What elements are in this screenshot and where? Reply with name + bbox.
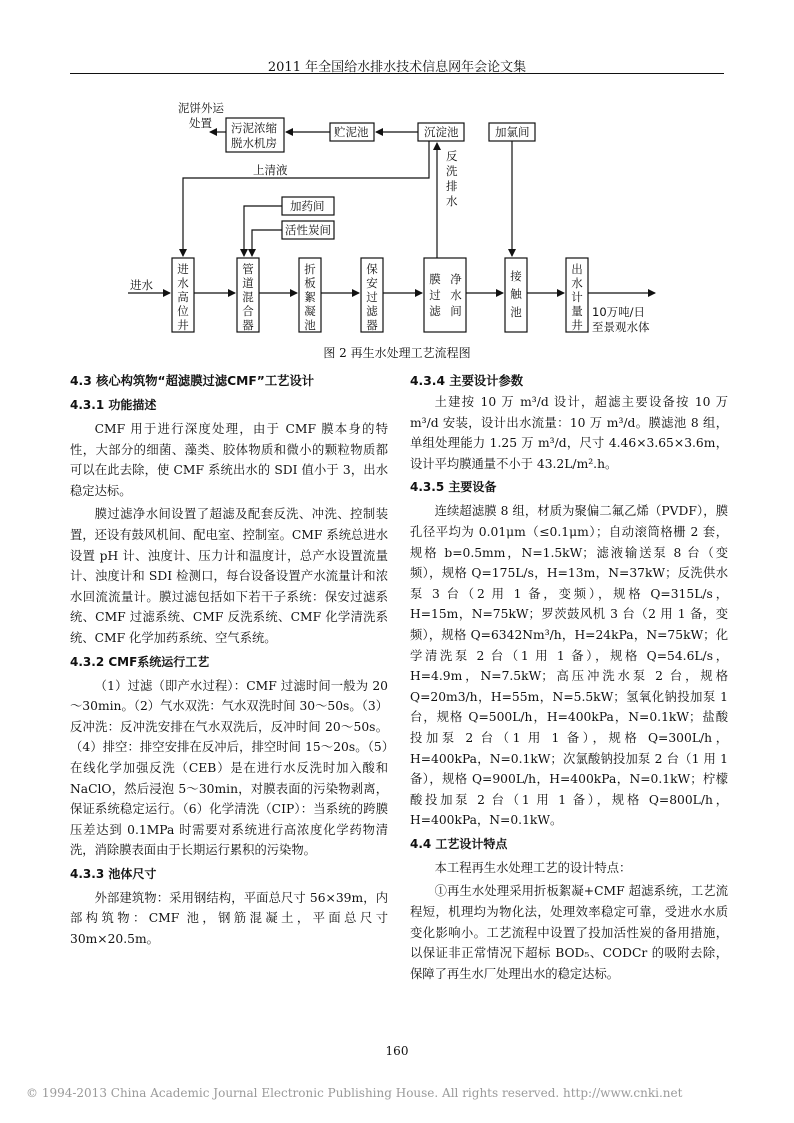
label-dosing-room: 加药间 bbox=[290, 199, 325, 213]
label-contact-tank bbox=[510, 269, 522, 319]
svg-text:凝: 凝 bbox=[304, 304, 316, 318]
svg-text:器: 器 bbox=[242, 318, 254, 332]
svg-text:滤: 滤 bbox=[366, 304, 378, 318]
svg-text:保: 保 bbox=[366, 262, 378, 276]
svg-text:水: 水 bbox=[450, 288, 462, 302]
svg-text:洗: 洗 bbox=[446, 164, 458, 178]
svg-text:管: 管 bbox=[242, 262, 254, 276]
svg-text:排: 排 bbox=[446, 179, 458, 193]
running-header: 2011 年全国给水排水技术信息网年会论文集 bbox=[267, 60, 527, 75]
paragraph: 本工程再生水处理工艺的设计特点： bbox=[434, 860, 632, 875]
header-rule bbox=[70, 73, 724, 74]
svg-text:位: 位 bbox=[177, 304, 189, 318]
process-flow-diagram bbox=[0, 90, 794, 345]
svg-text:膜: 膜 bbox=[429, 272, 441, 286]
svg-text:井: 井 bbox=[571, 318, 583, 332]
svg-text:高: 高 bbox=[177, 290, 189, 304]
section-4-3-2-title: 4.3.2 CMF系统运行工艺 bbox=[70, 654, 210, 669]
paragraph: ①再生水处理采用折板絮凝+CMF 超滤系统，工艺流程短，机理均为物化法，处理效率稳定可靠，受进水水质变化影响小。工艺流程中设置了投加活性炭的备用措施，以保证非正常情况下超标 BOD₅、CODCr 的吸附去除，保障了再生水厂处理出水的稳定达标。 bbox=[410, 884, 728, 981]
svg-text:道: 道 bbox=[242, 276, 254, 290]
section-4-4-title: 4.4 工艺设计特点 bbox=[410, 836, 508, 851]
svg-text:接: 接 bbox=[510, 269, 522, 283]
label-output-2: 至景观水体 bbox=[592, 320, 650, 334]
label-pac-room: 活性炭间 bbox=[285, 223, 331, 237]
svg-text:水: 水 bbox=[571, 276, 583, 290]
paragraph: 膜过滤净水间设置了超滤及配套反洗、冲洗、控制装置，还设有鼓风机间、配电室、控制室。CMF 系统总进水设置 pH 计、浊度计、压力计和温度计，总产水设置流量计、浊度计和 SDI 检测口，每台设备设置产水流量计和浓水回流流量计。膜过滤包括如下若干子系统：保安过滤系统、CMF 过滤系统、CMF 反洗系统、CMF 化学清洗系统、CMF 化学加药系统、空气系统。 bbox=[70, 507, 388, 645]
svg-text:滤: 滤 bbox=[429, 304, 441, 318]
paragraph: 连续超滤膜 8 组，材质为聚偏二氟乙烯（PVDF），膜孔径平均为 0.01μm（≤0.1μm）；自动滚筒格栅 2 套，规格 b=0.5mm，N=1.5kW；滤液输送泵 8 台（变频），规格 Q=175L/s，H=13m，N=37kW；反洗供水泵 3 台（2 用 1 备，变频），规格 Q=315L/s，H=15m，N=75kW；罗茨鼓风机 3 台（2 用 1 备，变频），规格 Q=6342Nm³/h，H=24kPa，N=75kW；化学清洗泵 2 台（1 用 1 备），规格 Q=54.6L/s，H=4.9m，N=7.5kW；高压冲洗水泵 2 台，规格 Q=20m3/h，H=55m，N=5.5kW；氢氧化钠投加泵 1 台，规格 Q=500L/h，H=400kPa，N=0.1kW；盐酸投加泵 2 台（1 用 1 备），规格 Q=300L/h，H=400kPa，N=0.1kW；次氯酸钠投加泵 2 台（1 用 1 备），规格 Q=900L/h，H=400kPa，N=0.1kW；柠檬酸投加泵 2 台（1 用 1 备），规格 Q=800L/h，H=400kPa，N=0.1kW。 bbox=[410, 504, 728, 828]
svg-text:絮: 絮 bbox=[304, 290, 316, 304]
label-backwash-drain bbox=[446, 149, 458, 208]
label-sedimentation: 沉淀池 bbox=[424, 125, 459, 139]
label-sludge-storage: 贮泥池 bbox=[334, 125, 369, 139]
section-4-3-1-title: 4.3.1 功能描述 bbox=[70, 398, 157, 412]
svg-text:计: 计 bbox=[571, 290, 583, 304]
section-4-3-3-title: 4.3.3 池体尺寸 bbox=[70, 866, 157, 881]
label-sludge-dewatering-1: 污泥浓缩 bbox=[231, 121, 277, 135]
copyright-footer: © 1994-2013 China Academic Journal Electronic Publishing House. All rights reserved. http://www.cnki.net bbox=[26, 1086, 683, 1100]
label-chlorination: 加氯间 bbox=[495, 125, 530, 139]
svg-text:水: 水 bbox=[446, 194, 458, 208]
label-output-1: 10万吨/日 bbox=[592, 305, 646, 319]
svg-text:折: 折 bbox=[304, 262, 316, 276]
svg-text:过: 过 bbox=[366, 290, 378, 304]
svg-text:池: 池 bbox=[304, 318, 316, 332]
paragraph: CMF 用于进行深度处理，由于 CMF 膜本身的特性，大部分的细菌、藻类、胶体物质和微小的颗粒物质都可以在此去除，使 CMF 系统出水的 SDI 值小于 3，出水稳定达标。 bbox=[70, 422, 388, 498]
label-sludge-cake-2: 处置 bbox=[189, 116, 212, 130]
svg-text:出: 出 bbox=[571, 262, 583, 276]
label-high-tank bbox=[177, 262, 189, 332]
paragraph: （1）过滤（即产水过程）：CMF 过滤时间一般为 20～30min。（2）气水双洗：气水双洗时间 30～50s。（3）反冲洗：反冲洗安排在气水双洗后，反冲时间 20～50s。（4）排空：排空安排在反冲后，排空时间 15～20s。（5）在线化学加强反洗（CEB）是在进行水反洗时加入酸和 NaClO，然后浸泡 5～30min，对膜表面的污染物剥离，保证系统稳定运行。（6）化学清洗（CIP）：当系统的跨膜压差达到 0.1MPa 时需要对系统进行高浓度化学药物清洗，消除膜表面由于长期运行累积的污染物。 bbox=[70, 678, 388, 858]
right-column bbox=[410, 370, 728, 987]
svg-text:合: 合 bbox=[242, 304, 254, 318]
svg-text:间: 间 bbox=[450, 304, 462, 318]
label-inlet: 进水 bbox=[130, 278, 153, 292]
section-4-3-5-title: 4.3.5 主要设备 bbox=[410, 480, 497, 495]
label-membrane bbox=[429, 272, 462, 318]
svg-text:触: 触 bbox=[510, 287, 522, 301]
label-pipe-mixer bbox=[242, 262, 254, 332]
section-4-3-title: 4.3 核心构筑物“超滤膜过滤CMF”工艺设计 bbox=[70, 374, 315, 388]
svg-text:水: 水 bbox=[177, 276, 189, 290]
svg-text:安: 安 bbox=[366, 276, 378, 290]
label-sludge-dewatering-2: 脱水机房 bbox=[231, 136, 277, 150]
svg-text:池: 池 bbox=[510, 305, 522, 319]
left-column bbox=[70, 370, 388, 953]
svg-text:井: 井 bbox=[177, 318, 189, 332]
label-sludge-cake-1: 泥饼外运 bbox=[178, 101, 224, 115]
svg-text:量: 量 bbox=[571, 304, 583, 318]
svg-text:净: 净 bbox=[450, 272, 462, 286]
svg-text:器: 器 bbox=[366, 318, 378, 332]
label-flocculation bbox=[304, 262, 316, 332]
figure-caption: 图 2 再生水处理工艺流程图 bbox=[323, 346, 471, 360]
svg-text:过: 过 bbox=[429, 288, 441, 302]
label-outlet-well bbox=[571, 262, 583, 332]
label-supernatant: 上清液 bbox=[253, 163, 288, 177]
page-number: 160 bbox=[385, 1044, 409, 1058]
svg-text:板: 板 bbox=[304, 276, 316, 290]
svg-text:进: 进 bbox=[177, 262, 189, 276]
svg-text:反: 反 bbox=[446, 149, 458, 163]
section-4-3-4-title: 4.3.4 主要设计参数 bbox=[410, 374, 524, 388]
label-guard-filter bbox=[366, 262, 378, 332]
svg-text:混: 混 bbox=[242, 290, 254, 304]
paragraph: 外部建筑物：采用钢结构，平面总尺寸 56×39m，内部构筑物：CMF 池，钢筋混凝土，平面总尺寸 30m×20.5m。 bbox=[70, 890, 388, 947]
paragraph: 土建按 10 万 m³/d 设计，超滤主要设备按 10 万 m³/d 安装，设计出水流量：10 万 m³/d。膜滤池 8 组，单组处理能力 1.25 万 m³/d，尺寸 4.46×3.65×3.6m，设计平均膜通量不小于 43.2L/m².h。 bbox=[410, 395, 728, 471]
